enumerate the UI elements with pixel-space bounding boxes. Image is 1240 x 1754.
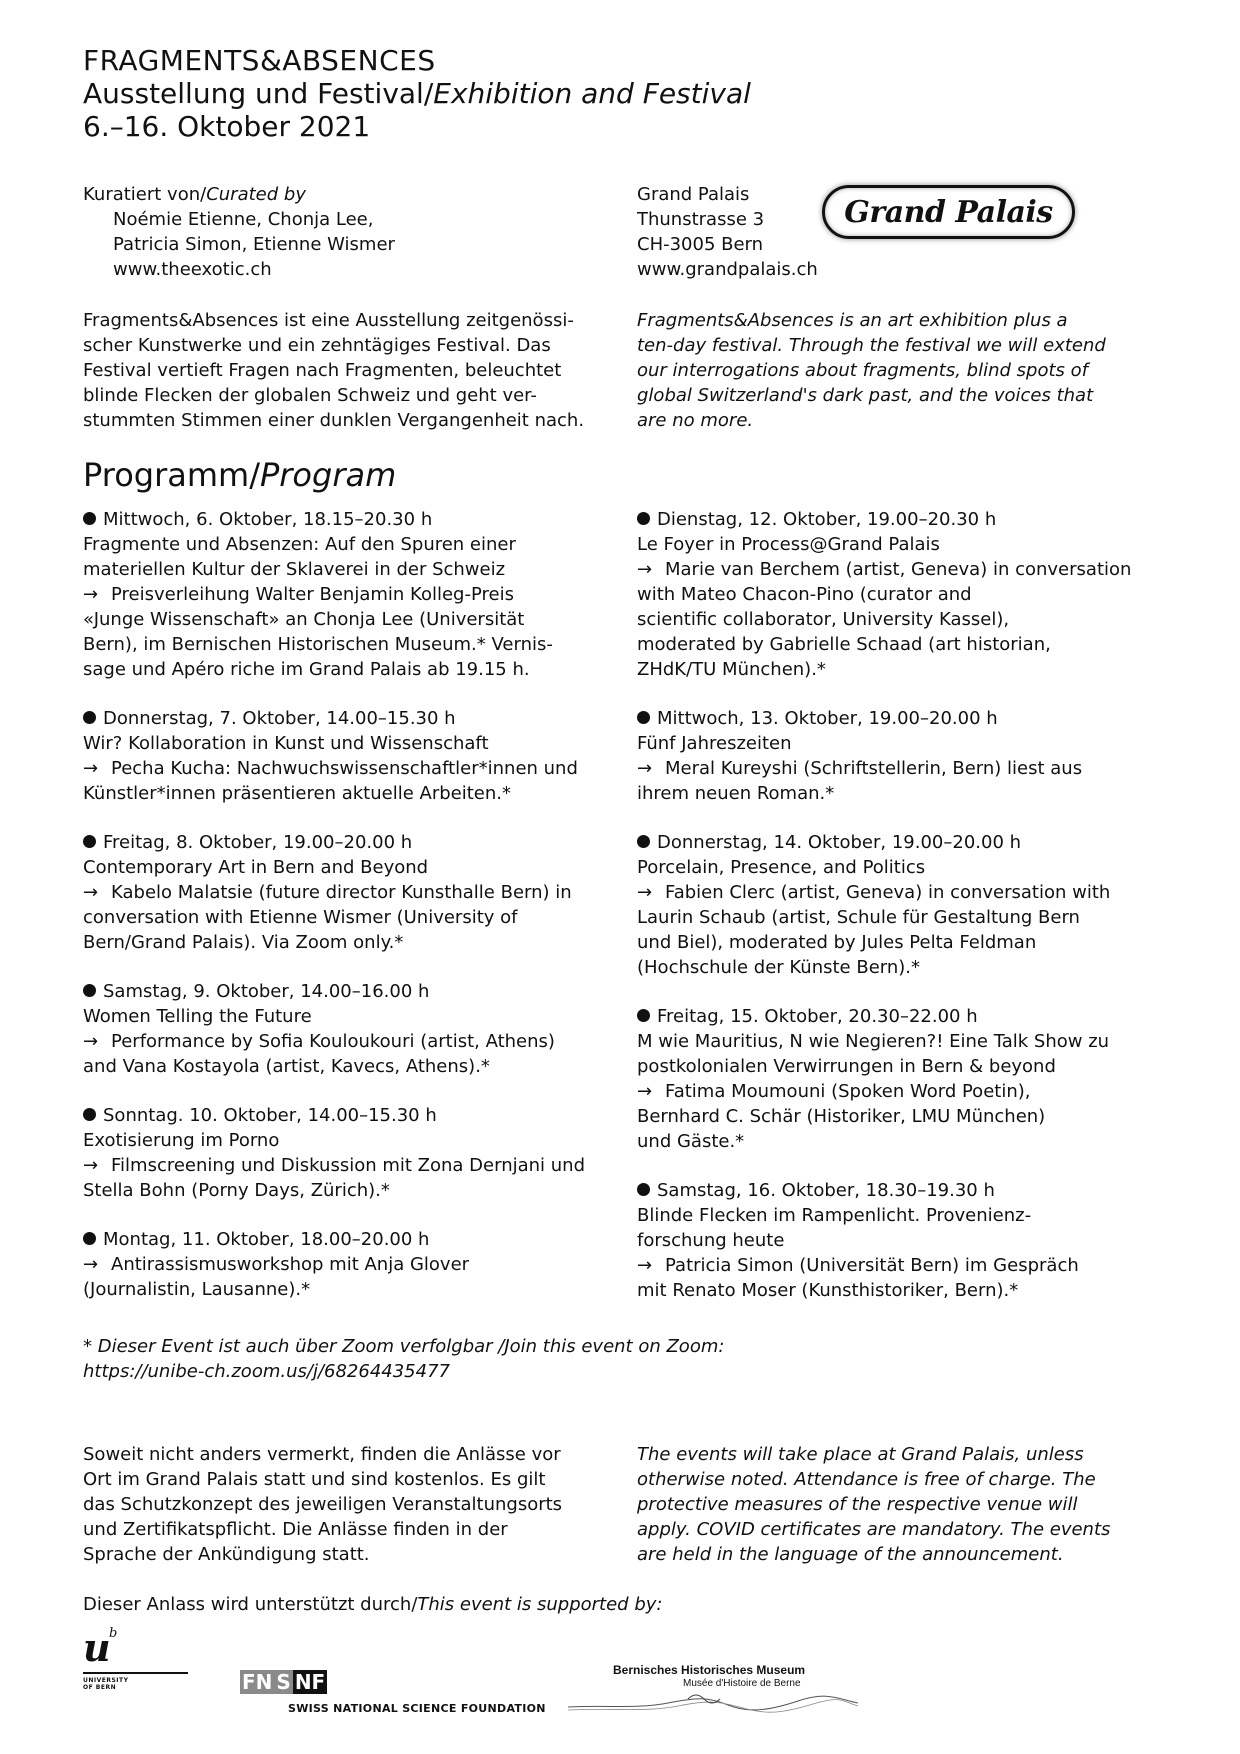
event-description: [637, 756, 1177, 781]
event-date: [83, 830, 623, 855]
arrow-right-icon: →: [83, 758, 99, 779]
event-description-text: Bern/Grand Palais). Via Zoom only.*: [83, 932, 404, 953]
event-description-text: Künstler*innen präsentieren aktuelle Arbeiten.*: [83, 783, 511, 804]
event-description-text: Pecha Kucha: Nachwuchswissenschaftler*innen und: [111, 758, 578, 779]
intro-de-line: scher Kunstwerke und ein zehntägiges Festival. Das: [83, 335, 551, 356]
event-description: [637, 905, 1177, 930]
unibe-mark-sup: b: [109, 1626, 118, 1641]
program-event: [83, 507, 623, 682]
bhm-wave-graphic: [568, 1689, 858, 1719]
event-date: [83, 1103, 623, 1128]
arrow-right-icon: →: [83, 1254, 99, 1275]
event-description-text: and Vana Kostayola (artist, Kavecs, Athens).*: [83, 1056, 490, 1077]
event-date-text: Mittwoch, 13. Oktober, 19.00–20.00 h: [657, 708, 998, 729]
event-description: [637, 582, 1177, 607]
snf-logo: [240, 1670, 546, 1720]
event-description-text: Patricia Simon (Universität Bern) im Gespräch: [665, 1255, 1079, 1276]
curators-names-2: Patricia Simon, Etienne Wismer: [113, 234, 395, 255]
intro-en: [637, 308, 1177, 433]
event-title: Fünf Jahreszeiten: [637, 733, 792, 754]
subtitle-de: Ausstellung und Festival/: [83, 77, 434, 110]
event-description: [83, 1252, 623, 1277]
bullet-icon: [83, 512, 96, 525]
event-description: [83, 582, 623, 607]
event-title: Exotisierung im Porno: [83, 1130, 280, 1151]
event-description-text: Meral Kureyshi (Schriftstellerin, Bern) liest aus: [665, 758, 1083, 779]
program-title-de: Programm/: [83, 456, 260, 494]
arrow-right-icon: →: [83, 1155, 99, 1176]
bullet-icon: [83, 1108, 96, 1121]
bullet-icon: [637, 1009, 650, 1022]
event-date: [637, 1178, 1177, 1203]
unibe-text-1: UNIVERSITY: [83, 1677, 129, 1684]
arrow-right-icon: →: [637, 1081, 653, 1102]
event-date-text: Donnerstag, 14. Oktober, 19.00–20.00 h: [657, 832, 1022, 853]
arrow-right-icon: →: [83, 1031, 99, 1052]
event-title: materiellen Kultur der Sklaverei in der Schweiz: [83, 559, 506, 580]
event-title: Fragmente und Absenzen: Auf den Spuren einer: [83, 534, 516, 555]
event-date: [637, 706, 1177, 731]
footer-en-line: apply. COVID certificates are mandatory. The events: [637, 1519, 1111, 1540]
event-date-text: Dienstag, 12. Oktober, 19.00–20.30 h: [657, 509, 997, 530]
event-description-text: Performance by Sofia Kouloukouri (artist, Athens): [111, 1031, 555, 1052]
bullet-icon: [83, 1232, 96, 1245]
event-description-text: ihrem neuen Roman.*: [637, 783, 835, 804]
venue-url-link[interactable]: www.grandpalais.ch: [637, 259, 818, 280]
event-date: [83, 1227, 623, 1252]
footer-en-line: protective measures of the respective venue will: [637, 1494, 1078, 1515]
arrow-right-icon: →: [637, 882, 653, 903]
event-description: [637, 607, 1177, 632]
intro-de-line: blinde Flecken der globalen Schweiz und geht ver-: [83, 385, 537, 406]
event-description: [83, 905, 623, 930]
intro-de: [83, 308, 623, 433]
event-description-text: (Journalistin, Lausanne).*: [83, 1279, 311, 1300]
zoom-note-text: * Dieser Event ist auch über Zoom verfolgbar /Join this event on Zoom:: [83, 1336, 725, 1357]
program-title: [83, 455, 396, 495]
event-date: [637, 830, 1177, 855]
event-date: [637, 507, 1177, 532]
event-description-text: conversation with Etienne Wismer (University of: [83, 907, 518, 928]
header: [83, 44, 751, 143]
unibe-text-2: OF BERN: [83, 1684, 117, 1691]
arrow-right-icon: →: [637, 758, 653, 779]
event-description: [637, 557, 1177, 582]
bullet-icon: [83, 711, 96, 724]
event-description: [83, 756, 623, 781]
intro-en-line: ten-day festival. Through the festival we will extend: [637, 335, 1106, 356]
event-description: [637, 880, 1177, 905]
unibe-rule: [83, 1672, 188, 1674]
zoom-note: [83, 1334, 724, 1384]
bullet-icon: [637, 835, 650, 848]
footer-de-line: Sprache der Ankündigung statt.: [83, 1544, 370, 1565]
event-date-text: Freitag, 15. Oktober, 20.30–22.00 h: [657, 1006, 978, 1027]
event-description: [637, 632, 1177, 657]
event-description: [637, 1104, 1177, 1129]
event-description-text: Bern), im Bernischen Historischen Museum.* Vernis-: [83, 634, 553, 655]
snf-mark-s: S: [276, 1670, 291, 1694]
event-description: [83, 607, 623, 632]
snf-mark-nf: NF: [294, 1670, 326, 1694]
event-description-text: mit Renato Moser (Kunsthistoriker, Bern).*: [637, 1280, 1019, 1301]
snf-name: SWISS NATIONAL SCIENCE FOUNDATION: [288, 1702, 546, 1715]
event-description-text: Preisverleihung Walter Benjamin Kolleg-Preis: [111, 584, 514, 605]
curators-block: [83, 182, 623, 282]
event-description-text: Stella Bohn (Porny Days, Zürich).*: [83, 1180, 390, 1201]
event-description: [83, 632, 623, 657]
event-description: [637, 657, 1177, 682]
event-description: [83, 1054, 623, 1079]
curators-url-link[interactable]: www.theexotic.ch: [113, 259, 272, 280]
event-description-text: Fatima Moumouni (Spoken Word Poetin),: [665, 1081, 1031, 1102]
arrow-right-icon: →: [83, 882, 99, 903]
event-title: Porcelain, Presence, and Politics: [637, 857, 926, 878]
subtitle-en: Exhibition and Festival: [433, 77, 751, 110]
footer-de: [83, 1442, 623, 1567]
event-description: [83, 781, 623, 806]
venue-name: Grand Palais: [637, 184, 750, 205]
event-description-text: moderated by Gabrielle Schaad (art historian,: [637, 634, 1051, 655]
snf-mark-fn: FN: [242, 1670, 273, 1694]
bullet-icon: [83, 984, 96, 997]
arrow-right-icon: →: [83, 584, 99, 605]
program-event: [83, 830, 623, 955]
bullet-icon: [637, 711, 650, 724]
event-date-text: Sonntag. 10. Oktober, 14.00–15.30 h: [103, 1105, 437, 1126]
footer-de-line: Ort im Grand Palais statt und sind kostenlos. Es gilt: [83, 1469, 546, 1490]
event-date-text: Mittwoch, 6. Oktober, 18.15–20.30 h: [103, 509, 433, 530]
event-title: Blinde Flecken im Rampenlicht. Provenienz-: [637, 1205, 1032, 1226]
curators-label-en: Curated by: [206, 184, 306, 205]
event-date: [637, 1004, 1177, 1029]
event-description: [637, 955, 1177, 980]
event-description-text: und Biel), moderated by Jules Pelta Feldman: [637, 932, 1037, 953]
event-description: [83, 1153, 623, 1178]
footer-en-line: are held in the language of the announcement.: [637, 1544, 1064, 1565]
event-description: [83, 1277, 623, 1302]
event-description-text: Laurin Schaub (artist, Schule für Gestaltung Bern: [637, 907, 1080, 928]
bhm-logo: [568, 1663, 858, 1723]
intro-en-line: our interrogations about fragments, blind spots of: [637, 360, 1088, 381]
event-description-text: und Gäste.*: [637, 1131, 745, 1152]
program-event: [83, 706, 623, 806]
event-title: Le Foyer in Process@Grand Palais: [637, 534, 940, 555]
event-description: [637, 930, 1177, 955]
event-title: Women Telling the Future: [83, 1006, 312, 1027]
event-description-text: scientific collaborator, University Kassel),: [637, 609, 1010, 630]
event-date: [83, 706, 623, 731]
event-description-text: Bernhard C. Schär (Historiker, LMU München): [637, 1106, 1046, 1127]
venue-city: CH-3005 Bern: [637, 234, 764, 255]
bullet-icon: [637, 512, 650, 525]
event-description: [637, 1129, 1177, 1154]
grand-palais-logo-text: Grand Palais: [844, 194, 1053, 230]
event-title: M wie Mauritius, N wie Negieren?! Eine Talk Show zu: [637, 1031, 1110, 1052]
event-date: [83, 979, 623, 1004]
footer-de-line: das Schutzkonzept des jeweiligen Veranstaltungsorts: [83, 1494, 563, 1515]
event-description-text: Antirassismusworkshop mit Anja Glover: [111, 1254, 470, 1275]
footer-en: [637, 1442, 1177, 1567]
program-event: [637, 706, 1177, 806]
event-description-text: Marie van Berchem (artist, Geneva) in conversation: [665, 559, 1132, 580]
event-description-text: sage und Apéro riche im Grand Palais ab 19.15 h.: [83, 659, 530, 680]
event-date-text: Samstag, 16. Oktober, 18.30–19.30 h: [657, 1180, 995, 1201]
footer-de-line: Soweit nicht anders vermerkt, finden die Anlässe vor: [83, 1444, 561, 1465]
event-date-text: Montag, 11. Oktober, 18.00–20.00 h: [103, 1229, 430, 1250]
event-title: postkolonialen Verwirrungen in Bern & beyond: [637, 1056, 1056, 1077]
footer-en-line: The events will take place at Grand Palais, unless: [637, 1444, 1084, 1465]
event-description: [637, 1079, 1177, 1104]
event-description: [83, 880, 623, 905]
intro-en-line: Fragments&Absences is an art exhibition plus a: [637, 310, 1068, 331]
university-of-bern-logo: [83, 1625, 188, 1691]
intro-en-line: are no more.: [637, 410, 754, 431]
event-description-text: Fabien Clerc (artist, Geneva) in conversation with: [665, 882, 1111, 903]
zoom-link[interactable]: https://unibe-ch.zoom.us/j/68264435477: [83, 1361, 450, 1382]
venue-street: Thunstrasse 3: [637, 209, 765, 230]
bullet-icon: [83, 835, 96, 848]
support-label-en: This event is supported by:: [417, 1594, 663, 1615]
event-description: [637, 781, 1177, 806]
arrow-right-icon: →: [637, 559, 653, 580]
festival-dates: 6.–16. Oktober 2021: [83, 110, 371, 143]
footer-de-line: und Zertifikatspflicht. Die Anlässe finden in der: [83, 1519, 508, 1540]
event-date-text: Freitag, 8. Oktober, 19.00–20.00 h: [103, 832, 413, 853]
program-event: [83, 1103, 623, 1203]
event-title: forschung heute: [637, 1230, 785, 1251]
intro-de-line: Festival vertieft Fragen nach Fragmenten, beleuchtet: [83, 360, 562, 381]
event-description-text: Kabelo Malatsie (future director Kunsthalle Bern) in: [111, 882, 572, 903]
event-description-text: with Mateo Chacon-Pino (curator and: [637, 584, 972, 605]
snf-mark: [240, 1670, 327, 1694]
program-event: [637, 507, 1177, 682]
unibe-mark: u: [83, 1625, 111, 1670]
event-date-text: Samstag, 9. Oktober, 14.00–16.00 h: [103, 981, 430, 1002]
event-description-text: «Junge Wissenschaft» an Chonja Lee (Universität: [83, 609, 525, 630]
event-description-text: ZHdK/TU München).*: [637, 659, 826, 680]
program-event: [637, 1178, 1177, 1303]
footer-en-line: otherwise noted. Attendance is free of charge. The: [637, 1469, 1096, 1490]
support-label: [83, 1592, 662, 1617]
curators-label-de: Kuratiert von/: [83, 184, 207, 205]
curators-names-1: Noémie Etienne, Chonja Lee,: [113, 209, 374, 230]
bhm-name: Bernisches Historisches Museum: [613, 1663, 806, 1677]
bhm-subname: Musée d'Histoire de Berne: [683, 1678, 801, 1689]
event-description-text: (Hochschule der Künste Bern).*: [637, 957, 920, 978]
event-date: [83, 507, 623, 532]
event-title: Contemporary Art in Bern and Beyond: [83, 857, 429, 878]
program-event: [637, 1004, 1177, 1154]
grand-palais-logo: [822, 185, 1075, 239]
program-event: [83, 1227, 623, 1302]
intro-en-line: global Switzerland's dark past, and the voices that: [637, 385, 1094, 406]
event-description-text: Filmscreening und Diskussion mit Zona Dernjani und: [111, 1155, 586, 1176]
event-description: [83, 1178, 623, 1203]
event-title: Wir? Kollaboration in Kunst und Wissenschaft: [83, 733, 489, 754]
support-label-de: Dieser Anlass wird unterstützt durch/: [83, 1594, 418, 1615]
program-title-en: Program: [259, 456, 397, 494]
program-event: [83, 979, 623, 1079]
intro-de-line: stummten Stimmen einer dunklen Vergangenheit nach.: [83, 410, 585, 431]
event-description: [637, 1253, 1177, 1278]
arrow-right-icon: →: [637, 1255, 653, 1276]
intro-de-line: Fragments&Absences ist eine Ausstellung zeitgenössi-: [83, 310, 574, 331]
curators-label: [83, 182, 623, 207]
festival-subtitle: [83, 77, 751, 110]
event-description: [83, 1029, 623, 1054]
event-description: [83, 657, 623, 682]
event-description: [83, 930, 623, 955]
festival-title: FRAGMENTS&ABSENCES: [83, 44, 436, 77]
program-event: [637, 830, 1177, 980]
event-description: [637, 1278, 1177, 1303]
event-date-text: Donnerstag, 7. Oktober, 14.00–15.30 h: [103, 708, 456, 729]
bullet-icon: [637, 1183, 650, 1196]
